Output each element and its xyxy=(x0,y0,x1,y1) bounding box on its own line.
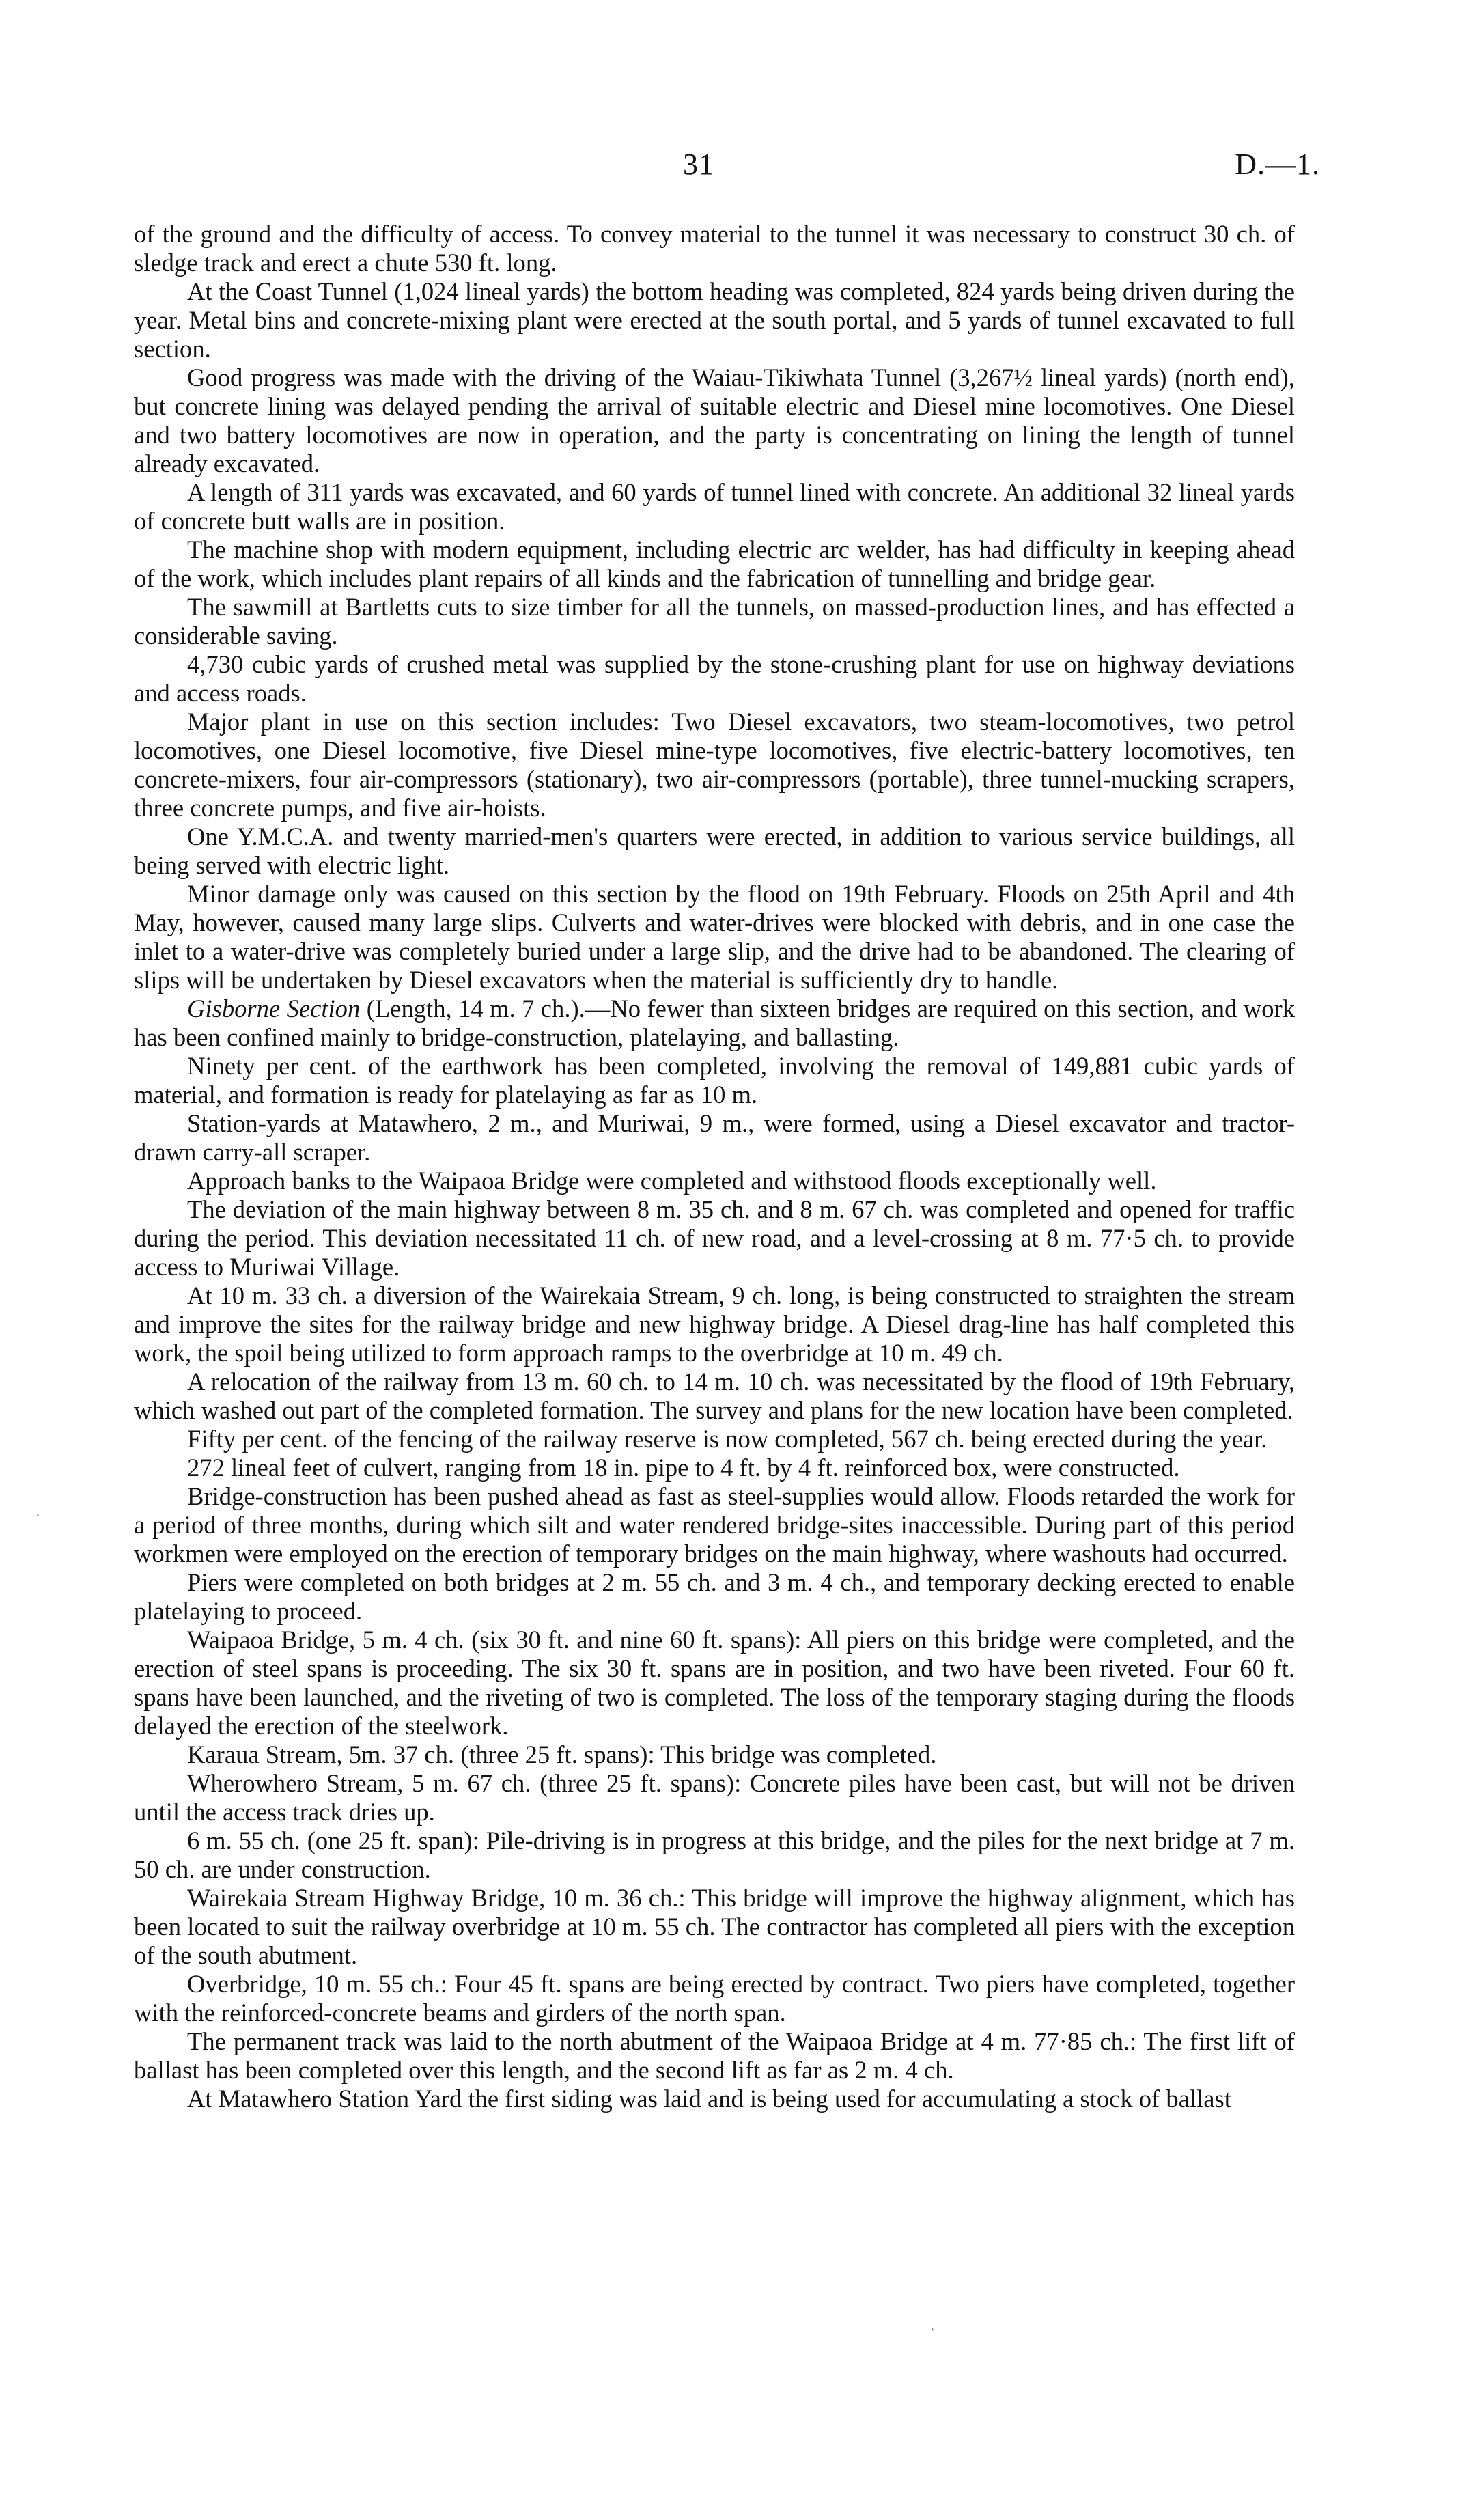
paragraph: At the Coast Tunnel (1,024 lineal yards) the bottom heading was completed, 824 yards being driven during the year. Metal bins and concrete-mixing plant were erected at the south portal, and 5 yards of tunnel excavated to full section. xyxy=(134,277,1295,363)
paragraph: Waipaoa Bridge, 5 m. 4 ch. (six 30 ft. and nine 60 ft. spans): All piers on this bridge were completed, and the erection of steel spans is proceeding. The six 30 ft. spans are in position, and two have been riveted. Four 60 ft. spans have been launched, and the riveting of two is completed. The loss of the temporary staging during the floods delayed the erection of the steelwork. xyxy=(134,1626,1295,1740)
paragraph: The machine shop with modern equipment, including electric arc welder, has had difficulty in keeping ahead of the work, which includes plant repairs of all kinds and the fabrication of tunnelling and bridge gear. xyxy=(134,536,1295,592)
paragraph: A relocation of the railway from 13 m. 60 ch. to 14 m. 10 ch. was necessitated by the flood of 19th February, which washed out part of the completed formation. The survey and plans for the new location have been completed. xyxy=(134,1367,1295,1424)
paragraph: Fifty per cent. of the fencing of the railway reserve is now completed, 567 ch. being erected during the year. xyxy=(187,1425,1268,1453)
section-paragraph xyxy=(134,995,1295,1052)
paragraph: Ninety per cent. of the earthwork has been completed, involving the removal of 149,881 cubic yards of material, and formation is ready for platelaying as far as 10 m. xyxy=(134,1052,1295,1109)
paragraph: Karaua Stream, 5m. 37 ch. (three 25 ft. spans): This bridge was completed. xyxy=(187,1740,937,1768)
paragraph: At 10 m. 33 ch. a diversion of the Wairekaia Stream, 9 ch. long, is being constructed to straighten the stream and improve the sites for the railway bridge and new highway bridge. A Diesel drag-line has half completed this work, the spoil being utilized to form approach ramps to the overbridge at 10 m. 49 ch. xyxy=(134,1281,1295,1367)
body-text xyxy=(134,220,1295,2113)
paragraph: Station-yards at Matawhero, 2 m., and Muriwai, 9 m., were formed, using a Diesel excavator and tractor-drawn carry-all scraper. xyxy=(134,1109,1295,1166)
page-header xyxy=(0,147,1484,195)
paragraph: Major plant in use on this section includes: Two Diesel excavators, two steam-locomotives, two petrol locomotives, one Diesel locomotive, five Diesel mine-type locomotives, five electric-battery locomotives, ten concrete-mixers, four air-compressors (stationary), two air-compressors (portable), three tunnel-mucking scrapers, three concrete pumps, and five air-hoists. xyxy=(134,708,1295,822)
paragraph: Overbridge, 10 m. 55 ch.: Four 45 ft. spans are being erected by contract. Two piers have completed, together with the reinforced-concrete beams and girders of the north span. xyxy=(134,1970,1295,2027)
paragraph: Wherowhero Stream, 5 m. 67 ch. (three 25 ft. spans): Concrete piles have been cast, but will not be driven until the access track dries up. xyxy=(134,1769,1295,1826)
section-paragraph-text: (Length, 14 m. 7 ch.).—No fewer than sixteen bridges are required on this section, and work has been confined mainly to bridge-construction, platelaying, and ballasting. xyxy=(134,995,1295,1051)
paragraph: Wairekaia Stream Highway Bridge, 10 m. 36 ch.: This bridge will improve the highway alignment, which has been located to suit the railway overbridge at 10 m. 55 ch. The contractor has completed all piers with the exception of the south abutment. xyxy=(134,1884,1295,1969)
paragraph: Good progress was made with the driving of the Waiau-Tikiwhata Tunnel (3,267½ lineal yards) (north end), but concrete lining was delayed pending the arrival of suitable electric and Diesel mine locomotives. One Diesel and two battery locomotives are now in operation, and the party is concentrating on lining the length of tunnel already excavated. xyxy=(134,363,1295,477)
document-reference: D.—1. xyxy=(1235,148,1320,181)
paragraph: One Y.M.C.A. and twenty married-men's quarters were erected, in addition to various service buildings, all being served with electric light. xyxy=(134,822,1295,879)
paragraph: A length of 311 yards was excavated, and 60 yards of tunnel lined with concrete. An additional 32 lineal yards of concrete butt walls are in position. xyxy=(134,478,1295,535)
paragraph: Minor damage only was caused on this section by the flood on 19th February. Floods on 25th April and 4th May, however, caused many large slips. Culverts and water-drives were blocked with debris, and in one case the inlet to a water-drive was completely buried under a large slip, and the drive had to be abandoned. The clearing of slips will be undertaken by Diesel excavators when the material is sufficiently dry to handle. xyxy=(134,880,1295,994)
paragraph: Approach banks to the Waipaoa Bridge were completed and withstood floods exceptionally well. xyxy=(187,1167,1157,1195)
paragraph: 272 lineal feet of culvert, ranging from 18 in. pipe to 4 ft. by 4 ft. reinforced box, were constructed. xyxy=(187,1454,1180,1482)
paragraph: Piers were completed on both bridges at 2 m. 55 ch. and 3 m. 4 ch., and temporary decking erected to enable platelaying to proceed. xyxy=(134,1568,1295,1625)
scan-speck: · xyxy=(36,1508,40,1523)
paragraph: Bridge-construction has been pushed ahead as fast as steel-supplies would allow. Floods retarded the work for a period of three months, during which silt and water rendered bridge-sites inaccessible. During part of this period workmen were employed on the erection of temporary bridges on the main highway, where washouts had occurred. xyxy=(134,1482,1295,1568)
paragraph: The sawmill at Bartletts cuts to size timber for all the tunnels, on massed-production lines, and has effected a considerable saving. xyxy=(134,593,1295,650)
page-number: 31 xyxy=(683,148,714,181)
paragraph: The deviation of the main highway between 8 m. 35 ch. and 8 m. 67 ch. was completed and opened for traffic during the period. This deviation necessitated 11 ch. of new road, and a level-crossing at 8 m. 77·5 ch. to provide access to Muriwai Village. xyxy=(134,1195,1295,1281)
paragraph: of the ground and the difficulty of access. To convey material to the tunnel it was necessary to construct 30 ch. of sledge track and erect a chute 530 ft. long. xyxy=(134,220,1295,277)
section-heading: Gisborne Section xyxy=(187,995,361,1023)
paragraph: At Matawhero Station Yard the first siding was laid and is being used for accumulating a stock of ballast xyxy=(187,2085,1231,2113)
paragraph: The permanent track was laid to the north abutment of the Waipaoa Bridge at 4 m. 77·85 ch.: The first lift of ballast has been completed over this length, and the second lift as far as 2 m. 4 ch. xyxy=(134,2027,1295,2084)
paragraph: 6 m. 55 ch. (one 25 ft. span): Pile-driving is in progress at this bridge, and the piles for the next bridge at 7 m. 50 ch. are under construction. xyxy=(134,1826,1295,1883)
scan-speck: · xyxy=(930,2322,935,2337)
paragraph: 4,730 cubic yards of crushed metal was supplied by the stone-crushing plant for use on highway deviations and access roads. xyxy=(134,650,1295,707)
